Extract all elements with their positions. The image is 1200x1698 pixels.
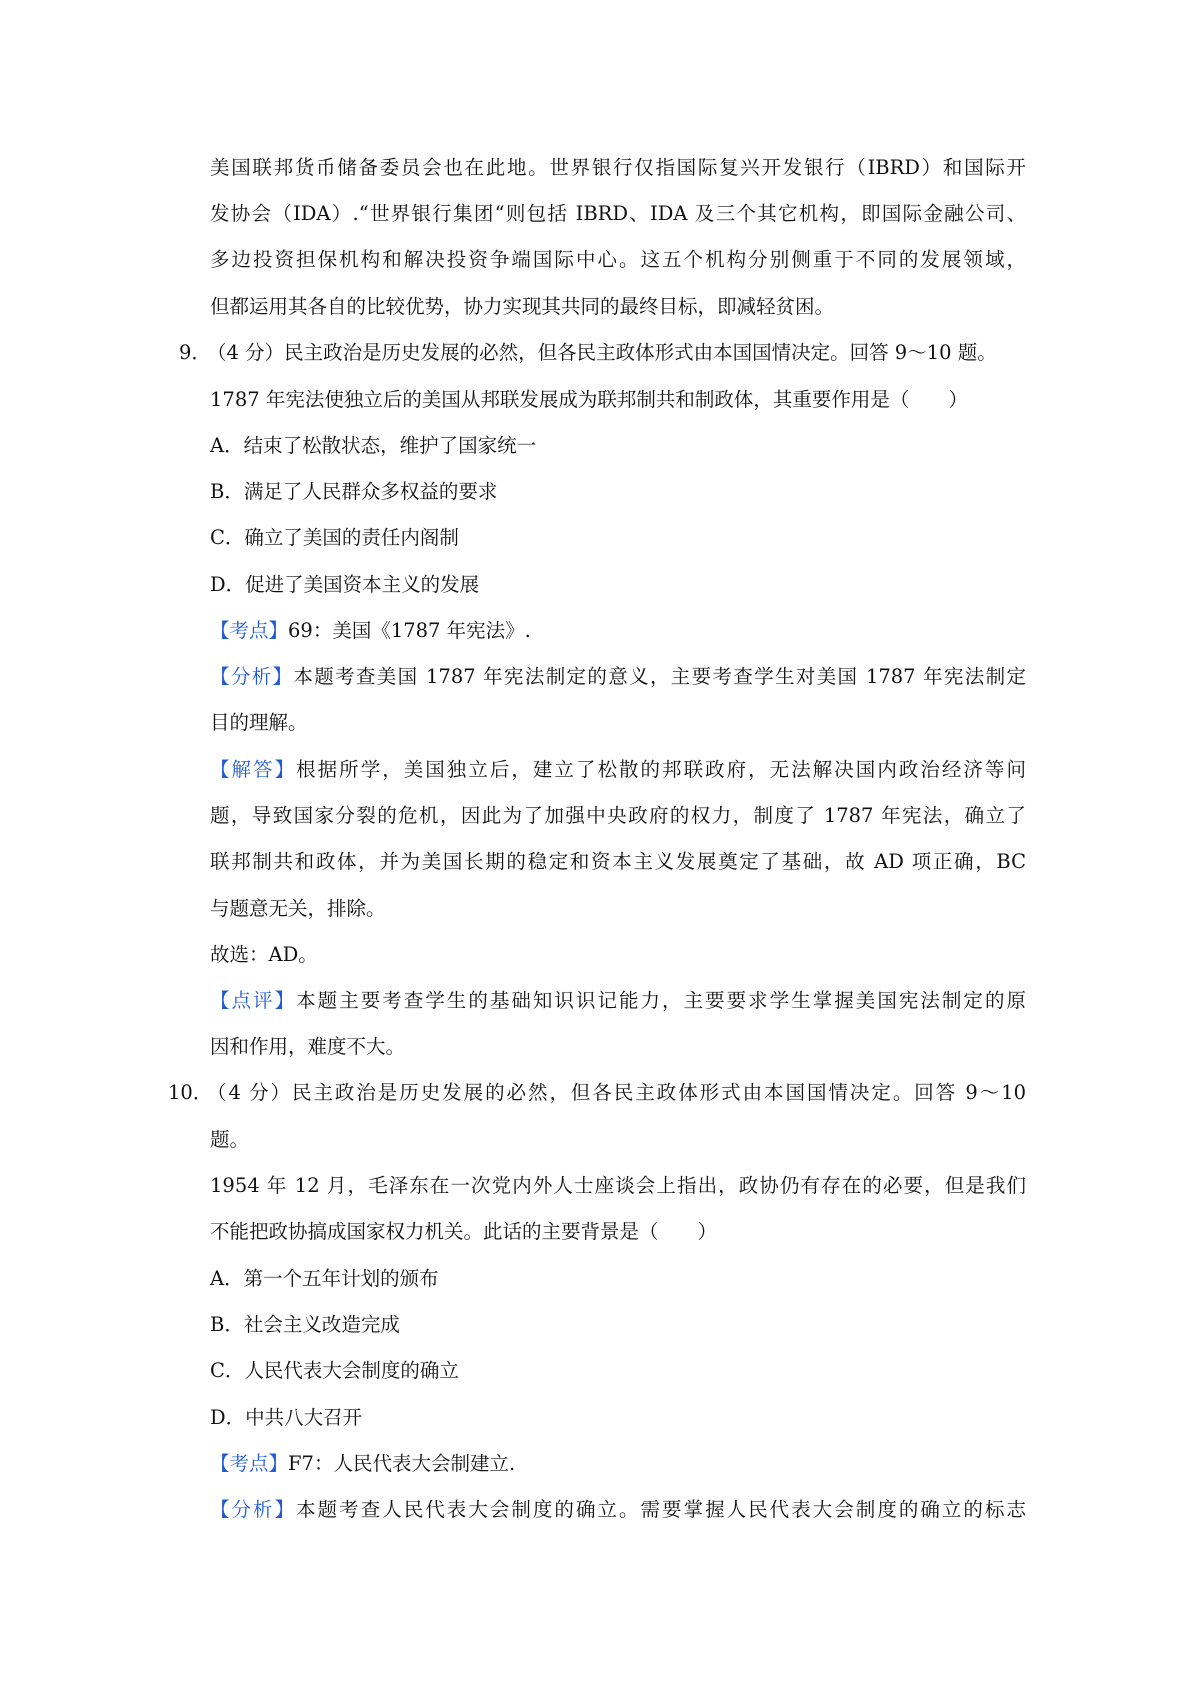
question-number: 9． <box>179 341 211 364</box>
kaodian-text: 69：美国《1787 年宪法》. <box>288 619 531 642</box>
question-stem: 1787 年宪法使独立后的美国从邦联发展成为联邦制共和制政体，其重要作用是（ ） <box>210 388 968 411</box>
option-c: C．人民代表大会制度的确立 <box>210 1359 459 1382</box>
jieda-text: 联邦制共和政体，并为美国长期的稳定和资本主义发展奠定了基础，故 AD 项正确，BC <box>210 850 1026 873</box>
kaodian-tag: 【考点】 <box>210 1452 289 1475</box>
jieda-text: 题，导致国家分裂的危机，因此为了加强中央政府的权力，制度了 1787 年宪法，确立了 <box>210 804 1026 827</box>
question-stem: 题。 <box>210 1128 250 1151</box>
option-a: A．第一个五年计划的颁布 <box>210 1267 439 1290</box>
fenxi-text: 目的理解。 <box>210 711 308 734</box>
option-d: D．促进了美国资本主义的发展 <box>210 573 480 596</box>
option-d: D．中共八大召开 <box>210 1406 363 1429</box>
jieda-row <box>210 756 1026 784</box>
intro-line: 发协会（IDA）.“世界银行集团“则包括 IBRD、IDA 及三个其它机构，即国际金融公司、 <box>210 202 1026 225</box>
dianping-text: 本题主要考查学生的基础知识识记能力，主要要求学生掌握美国宪法制定的原 <box>296 989 1026 1012</box>
jieda-text: 与题意无关，排除。 <box>210 897 386 920</box>
fenxi-tag: 【分析】 <box>210 665 294 688</box>
question-stem: 不能把政协搞成国家权力机关。此话的主要背景是（ ） <box>210 1220 718 1243</box>
kaodian-row <box>210 617 531 645</box>
kaodian-text: F7：人民代表大会制建立. <box>288 1452 516 1475</box>
kaodian-row <box>210 1450 515 1478</box>
question-number: 10． <box>168 1081 213 1104</box>
dianping-text: 因和作用，难度不大。 <box>210 1035 406 1058</box>
fenxi-tag: 【分析】 <box>210 1498 297 1521</box>
fenxi-row <box>210 663 1026 691</box>
question-stem: （4 分）民主政治是历史发展的必然，但各民主政体形式由本国国情决定。回答 9～10 题。 <box>207 341 997 364</box>
option-a: A．结束了松散状态，维护了国家统一 <box>210 434 537 457</box>
option-b: B．社会主义改造完成 <box>210 1313 400 1336</box>
jieda-text: 根据所学，美国独立后，建立了松散的邦联政府，无法解决国内政治经济等问 <box>296 758 1026 781</box>
intro-line: 美国联邦货币储备委员会也在此地。世界银行仅指国际复兴开发银行（IBRD）和国际开 <box>210 156 1026 179</box>
answer-text: 故选：AD。 <box>210 943 318 966</box>
fenxi-row <box>210 1496 1026 1524</box>
intro-line: 多边投资担保机构和解决投资争端国际中心。这五个机构分别侧重于不同的发展领域， <box>210 248 1026 271</box>
option-c: C．确立了美国的责任内阁制 <box>210 526 459 549</box>
fenxi-text: 本题考查美国 1787 年宪法制定的意义，主要考查学生对美国 1787 年宪法制定 <box>293 665 1026 688</box>
option-b: B．满足了人民群众多权益的要求 <box>210 480 498 503</box>
kaodian-tag: 【考点】 <box>210 619 289 642</box>
fenxi-text: 本题考查人民代表大会制度的确立。需要掌握人民代表大会制度的确立的标志 <box>296 1498 1026 1521</box>
jieda-tag: 【解答】 <box>210 758 297 781</box>
question-stem: （4 分）民主政治是历史发展的必然，但各民主政体形式由本国国情决定。回答 9～10 <box>207 1081 1026 1104</box>
intro-line: 但都运用其各自的比较优势，协力实现其共同的最终目标，即减轻贫困。 <box>210 295 835 318</box>
question-stem: 1954 年 12 月，毛泽东在一次党内外人士座谈会上指出，政协仍有存在的必要，但是我们 <box>210 1174 1026 1197</box>
dianping-tag: 【点评】 <box>210 989 297 1012</box>
dianping-row <box>210 987 1026 1015</box>
